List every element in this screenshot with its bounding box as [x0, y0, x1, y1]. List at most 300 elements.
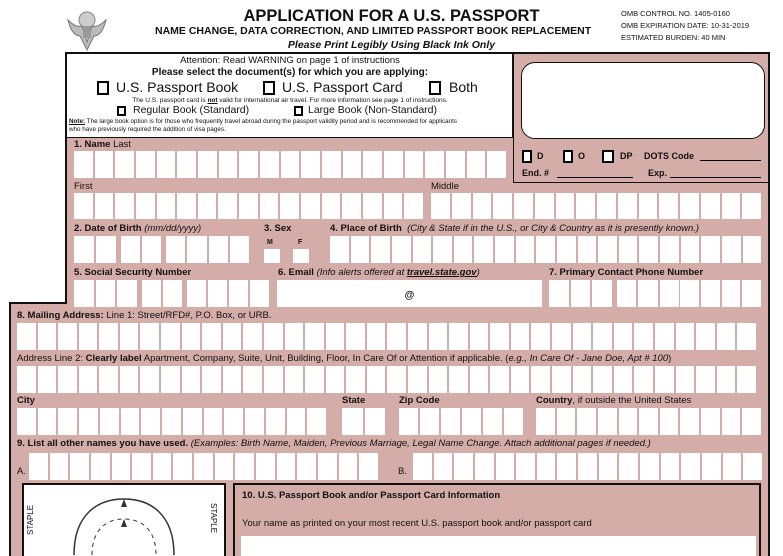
- char-cell[interactable]: [722, 236, 741, 263]
- char-cell[interactable]: [183, 408, 202, 435]
- char-cell[interactable]: [483, 408, 502, 435]
- char-cell[interactable]: [182, 323, 201, 350]
- char-cell[interactable]: [441, 408, 460, 435]
- first-name-field[interactable]: [74, 193, 423, 219]
- char-cell[interactable]: [660, 236, 679, 263]
- phone-line-field[interactable]: [680, 280, 761, 307]
- char-cell[interactable]: [557, 236, 576, 263]
- last-name-field[interactable]: [74, 151, 506, 178]
- ssn-part3-field[interactable]: [187, 280, 269, 307]
- char-cell[interactable]: [161, 366, 180, 393]
- char-cell[interactable]: [280, 193, 299, 219]
- char-cell[interactable]: [490, 366, 509, 393]
- char-cell[interactable]: [516, 236, 535, 263]
- char-cell[interactable]: [742, 193, 761, 219]
- char-cell[interactable]: [58, 323, 77, 350]
- char-cell[interactable]: [431, 193, 450, 219]
- char-cell[interactable]: [619, 408, 638, 435]
- char-cell[interactable]: [717, 323, 736, 350]
- char-cell[interactable]: [173, 453, 192, 480]
- char-cell[interactable]: [557, 453, 576, 480]
- char-cell[interactable]: [230, 236, 249, 263]
- char-cell[interactable]: [363, 193, 382, 219]
- char-cell[interactable]: [17, 366, 36, 393]
- char-cell[interactable]: [163, 280, 182, 307]
- char-cell[interactable]: [301, 193, 320, 219]
- city-label: City: [17, 395, 35, 406]
- char-cell[interactable]: [470, 366, 489, 393]
- char-cell[interactable]: [701, 236, 720, 263]
- char-cell[interactable]: [619, 236, 638, 263]
- char-cell[interactable]: [454, 236, 473, 263]
- passport-card-checkbox[interactable]: [263, 81, 275, 95]
- dob-year-field[interactable]: [166, 236, 249, 263]
- char-cell[interactable]: [676, 366, 695, 393]
- char-cell[interactable]: [202, 323, 221, 350]
- char-cell[interactable]: [454, 453, 473, 480]
- d-label: D: [537, 151, 544, 161]
- char-cell[interactable]: [511, 323, 530, 350]
- char-cell[interactable]: [659, 193, 678, 219]
- char-cell[interactable]: [702, 453, 721, 480]
- char-cell[interactable]: [614, 366, 633, 393]
- char-cell[interactable]: [634, 323, 653, 350]
- char-cell[interactable]: [115, 193, 134, 219]
- head-outline-icon: [69, 491, 179, 555]
- char-cell[interactable]: [326, 366, 345, 393]
- zip-field[interactable]: [399, 408, 523, 435]
- email-label: 6. Email (Info alerts offered at travel.state.gov): [278, 267, 480, 278]
- char-cell[interactable]: [266, 408, 285, 435]
- char-cell[interactable]: [74, 193, 93, 219]
- char-cell[interactable]: [392, 236, 411, 263]
- char-cell[interactable]: [342, 193, 361, 219]
- char-cell[interactable]: [277, 453, 296, 480]
- char-cell[interactable]: [161, 323, 180, 350]
- ssn-part1-field[interactable]: [74, 280, 137, 307]
- char-cell[interactable]: [38, 408, 57, 435]
- char-cell[interactable]: [617, 280, 636, 307]
- char-cell[interactable]: [339, 453, 358, 480]
- char-cell[interactable]: [359, 453, 378, 480]
- char-cell[interactable]: [536, 408, 555, 435]
- both-checkbox[interactable]: [429, 81, 441, 95]
- char-cell[interactable]: [346, 323, 365, 350]
- exp-field[interactable]: [670, 167, 761, 178]
- char-cell[interactable]: [96, 236, 116, 263]
- char-cell[interactable]: [162, 408, 181, 435]
- dob-month-field[interactable]: [74, 236, 116, 263]
- char-cell[interactable]: [552, 366, 571, 393]
- char-cell[interactable]: [218, 193, 237, 219]
- char-cell[interactable]: [474, 236, 493, 263]
- char-cell[interactable]: [638, 280, 657, 307]
- char-cell[interactable]: [202, 366, 221, 393]
- char-cell[interactable]: [29, 453, 48, 480]
- char-cell[interactable]: [425, 151, 444, 178]
- travel-state-gov-link[interactable]: travel.state.gov: [406, 267, 477, 278]
- char-cell[interactable]: [243, 366, 262, 393]
- char-cell[interactable]: [571, 280, 591, 307]
- char-cell[interactable]: [420, 408, 439, 435]
- char-cell[interactable]: [208, 280, 227, 307]
- sex-f-label: F: [298, 239, 303, 246]
- char-cell[interactable]: [681, 453, 700, 480]
- char-cell[interactable]: [79, 408, 98, 435]
- char-cell[interactable]: [387, 366, 406, 393]
- char-cell[interactable]: [260, 193, 279, 219]
- char-cell[interactable]: [701, 280, 720, 307]
- char-cell[interactable]: [577, 408, 596, 435]
- char-cell[interactable]: [592, 280, 612, 307]
- char-cell[interactable]: [330, 236, 349, 263]
- char-cell[interactable]: [701, 408, 720, 435]
- dp-label: DP: [620, 151, 633, 161]
- char-cell[interactable]: [676, 323, 695, 350]
- char-cell[interactable]: [285, 366, 304, 393]
- char-cell[interactable]: [219, 151, 238, 178]
- other-name-b-field[interactable]: [413, 453, 762, 480]
- char-cell[interactable]: [363, 151, 382, 178]
- char-cell[interactable]: [365, 408, 386, 435]
- zip-label: Zip Code: [399, 395, 440, 406]
- char-cell[interactable]: [194, 453, 213, 480]
- char-cell[interactable]: [157, 151, 176, 178]
- char-cell[interactable]: [235, 453, 254, 480]
- char-cell[interactable]: [301, 151, 320, 178]
- char-cell[interactable]: [157, 193, 176, 219]
- char-cell[interactable]: [38, 366, 57, 393]
- char-cell[interactable]: [514, 193, 533, 219]
- passport-card-label: U.S. Passport Card: [282, 79, 403, 95]
- char-cell[interactable]: [91, 453, 110, 480]
- char-cell[interactable]: [223, 323, 242, 350]
- estimated-burden: ESTIMATED BURDEN: 40 MIN: [621, 33, 726, 42]
- char-cell[interactable]: [367, 366, 386, 393]
- first-label: First: [74, 181, 93, 192]
- char-cell[interactable]: [490, 323, 509, 350]
- char-cell[interactable]: [446, 151, 465, 178]
- other-name-a-label: A.: [17, 466, 26, 477]
- other-name-b-label: B.: [398, 466, 407, 477]
- char-cell[interactable]: [399, 408, 418, 435]
- char-cell[interactable]: [405, 151, 424, 178]
- char-cell[interactable]: [367, 323, 386, 350]
- char-cell[interactable]: [100, 408, 119, 435]
- char-cell[interactable]: [224, 408, 243, 435]
- char-cell[interactable]: [204, 408, 223, 435]
- char-cell[interactable]: [487, 151, 506, 178]
- char-cell[interactable]: [142, 236, 161, 263]
- char-cell[interactable]: [593, 323, 612, 350]
- char-cell[interactable]: [531, 323, 550, 350]
- char-cell[interactable]: [680, 280, 699, 307]
- regular-book-checkbox[interactable]: [117, 106, 126, 116]
- char-cell[interactable]: [680, 193, 699, 219]
- char-cell[interactable]: [696, 323, 715, 350]
- char-cell[interactable]: [573, 323, 592, 350]
- char-cell[interactable]: [722, 408, 741, 435]
- card-note: The U.S. passport card is not valid for international air travel. For more information see page 1 of instructions.: [132, 97, 448, 104]
- char-cell[interactable]: [597, 193, 616, 219]
- country-field[interactable]: [536, 408, 761, 435]
- char-cell[interactable]: [618, 193, 637, 219]
- char-cell[interactable]: [578, 236, 597, 263]
- char-cell[interactable]: [264, 366, 283, 393]
- char-cell[interactable]: [449, 323, 468, 350]
- char-cell[interactable]: [449, 366, 468, 393]
- char-cell[interactable]: [681, 236, 700, 263]
- email-field[interactable]: [277, 280, 542, 307]
- char-cell[interactable]: [661, 453, 680, 480]
- char-cell[interactable]: [593, 366, 612, 393]
- d-checkbox[interactable]: [522, 150, 532, 163]
- o-checkbox[interactable]: [563, 150, 573, 163]
- large-book-note: Note: The large book option is for those who frequently travel abroad during the passport validity period and is recommended for applicants who have previously required the addition of visa pages.: [69, 118, 458, 133]
- char-cell[interactable]: [177, 193, 196, 219]
- char-cell[interactable]: [79, 366, 98, 393]
- ssn-part2-field[interactable]: [142, 280, 182, 307]
- char-cell[interactable]: [117, 280, 137, 307]
- char-cell[interactable]: [305, 366, 324, 393]
- char-cell[interactable]: [223, 366, 242, 393]
- char-cell[interactable]: [120, 366, 139, 393]
- char-cell[interactable]: [99, 366, 118, 393]
- most-recent-name-field[interactable]: [241, 536, 756, 556]
- char-cell[interactable]: [229, 280, 248, 307]
- char-cell[interactable]: [342, 408, 363, 435]
- char-cell[interactable]: [74, 280, 94, 307]
- char-cell[interactable]: [549, 280, 569, 307]
- char-cell[interactable]: [722, 280, 741, 307]
- char-cell[interactable]: [70, 453, 89, 480]
- char-cell[interactable]: [511, 366, 530, 393]
- char-cell[interactable]: [346, 366, 365, 393]
- char-cell[interactable]: [281, 151, 300, 178]
- char-cell[interactable]: [639, 408, 658, 435]
- omb-expiration: OMB EXPIRATION DATE: 10-31-2019: [621, 21, 750, 30]
- dob-label: 2. Date of Birth (mm/dd/yyyy): [74, 223, 202, 234]
- char-cell[interactable]: [260, 151, 279, 178]
- char-cell[interactable]: [115, 151, 134, 178]
- char-cell[interactable]: [404, 193, 423, 219]
- char-cell[interactable]: [264, 323, 283, 350]
- char-cell[interactable]: [141, 408, 160, 435]
- char-cell[interactable]: [136, 151, 155, 178]
- char-cell[interactable]: [326, 323, 345, 350]
- char-cell[interactable]: [121, 236, 140, 263]
- char-cell[interactable]: [384, 193, 403, 219]
- char-cell[interactable]: [743, 453, 762, 480]
- char-cell[interactable]: [743, 236, 762, 263]
- char-cell[interactable]: [557, 408, 576, 435]
- char-cell[interactable]: [413, 453, 432, 480]
- char-cell[interactable]: [742, 280, 761, 307]
- char-cell[interactable]: [742, 408, 761, 435]
- char-cell[interactable]: [96, 280, 116, 307]
- char-cell[interactable]: [408, 323, 427, 350]
- char-cell[interactable]: [429, 366, 448, 393]
- char-cell[interactable]: [737, 323, 756, 350]
- address-line2-field[interactable]: [17, 366, 756, 393]
- char-cell[interactable]: [287, 408, 306, 435]
- dp-checkbox[interactable]: [602, 150, 614, 163]
- char-cell[interactable]: [17, 408, 36, 435]
- char-cell[interactable]: [58, 366, 77, 393]
- char-cell[interactable]: [198, 193, 217, 219]
- at-sign: @: [404, 290, 415, 301]
- char-cell[interactable]: [531, 366, 550, 393]
- char-cell[interactable]: [496, 453, 515, 480]
- char-cell[interactable]: [493, 193, 512, 219]
- char-cell[interactable]: [680, 408, 699, 435]
- char-cell[interactable]: [462, 408, 481, 435]
- char-cell[interactable]: [467, 151, 486, 178]
- char-cell[interactable]: [132, 453, 151, 480]
- char-cell[interactable]: [343, 151, 362, 178]
- char-cell[interactable]: [245, 408, 264, 435]
- address-line1-field[interactable]: [17, 323, 756, 350]
- char-cell[interactable]: [112, 453, 131, 480]
- char-cell[interactable]: [660, 280, 679, 307]
- city-field[interactable]: [17, 408, 326, 435]
- char-cell[interactable]: [187, 280, 206, 307]
- char-cell[interactable]: [535, 193, 554, 219]
- char-cell[interactable]: [537, 453, 556, 480]
- char-cell[interactable]: [598, 408, 617, 435]
- char-cell[interactable]: [408, 366, 427, 393]
- char-cell[interactable]: [452, 193, 471, 219]
- most-recent-name-label: Your name as printed on your most recent U.S. passport book and/or passport card: [242, 518, 592, 529]
- char-cell[interactable]: [701, 193, 720, 219]
- dots-code-label: DOTS Code: [644, 151, 695, 161]
- char-cell[interactable]: [655, 323, 674, 350]
- char-cell[interactable]: [250, 280, 269, 307]
- char-cell[interactable]: [495, 236, 514, 263]
- phone-area-field[interactable]: [549, 280, 612, 307]
- char-cell[interactable]: [475, 453, 494, 480]
- char-cell[interactable]: [215, 453, 234, 480]
- char-cell[interactable]: [140, 323, 159, 350]
- char-cell[interactable]: [371, 236, 390, 263]
- char-cell[interactable]: [209, 236, 228, 263]
- char-cell[interactable]: [256, 453, 275, 480]
- end-field[interactable]: [557, 167, 633, 178]
- char-cell[interactable]: [614, 323, 633, 350]
- char-cell[interactable]: [434, 453, 453, 480]
- char-cell[interactable]: [38, 323, 57, 350]
- char-cell[interactable]: [717, 366, 736, 393]
- char-cell[interactable]: [640, 453, 659, 480]
- char-cell[interactable]: [121, 408, 140, 435]
- char-cell[interactable]: [556, 193, 575, 219]
- char-cell[interactable]: [74, 236, 94, 263]
- char-cell[interactable]: [536, 236, 555, 263]
- char-cell[interactable]: [142, 280, 161, 307]
- char-cell[interactable]: [297, 453, 316, 480]
- char-cell[interactable]: [322, 193, 341, 219]
- char-cell[interactable]: [307, 408, 326, 435]
- char-cell[interactable]: [655, 366, 674, 393]
- char-cell[interactable]: [552, 323, 571, 350]
- other-name-a-field[interactable]: [29, 453, 378, 480]
- char-cell[interactable]: [722, 193, 741, 219]
- char-cell[interactable]: [318, 453, 337, 480]
- char-cell[interactable]: [737, 366, 756, 393]
- char-cell[interactable]: [504, 408, 523, 435]
- passport-book-checkbox[interactable]: [97, 81, 109, 95]
- char-cell[interactable]: [95, 151, 114, 178]
- char-cell[interactable]: [387, 323, 406, 350]
- char-cell[interactable]: [95, 193, 114, 219]
- char-cell[interactable]: [322, 151, 341, 178]
- char-cell[interactable]: [573, 366, 592, 393]
- large-book-checkbox[interactable]: [294, 106, 303, 116]
- char-cell[interactable]: [599, 453, 618, 480]
- char-cell[interactable]: [578, 453, 597, 480]
- state-field[interactable]: [342, 408, 385, 435]
- char-cell[interactable]: [429, 323, 448, 350]
- char-cell[interactable]: [153, 453, 172, 480]
- char-cell[interactable]: [598, 236, 617, 263]
- char-cell[interactable]: [198, 151, 217, 178]
- char-cell[interactable]: [619, 453, 638, 480]
- dots-code-field[interactable]: [700, 150, 761, 161]
- char-cell[interactable]: [723, 453, 742, 480]
- char-cell[interactable]: [351, 236, 370, 263]
- char-cell[interactable]: [660, 408, 679, 435]
- phone-prefix-field[interactable]: [617, 280, 679, 307]
- char-cell[interactable]: [166, 236, 185, 263]
- char-cell[interactable]: [470, 323, 489, 350]
- char-cell[interactable]: [58, 408, 77, 435]
- char-cell[interactable]: [634, 366, 653, 393]
- char-cell[interactable]: [99, 323, 118, 350]
- char-cell[interactable]: [639, 193, 658, 219]
- dob-day-field[interactable]: [121, 236, 161, 263]
- char-cell[interactable]: [120, 323, 139, 350]
- sex-m-box[interactable]: [264, 249, 280, 263]
- char-cell[interactable]: [285, 323, 304, 350]
- char-cell[interactable]: [182, 366, 201, 393]
- char-cell[interactable]: [187, 236, 206, 263]
- char-cell[interactable]: [639, 236, 658, 263]
- char-cell[interactable]: [516, 453, 535, 480]
- place-of-birth-field[interactable]: [330, 236, 761, 263]
- char-cell[interactable]: [433, 236, 452, 263]
- middle-name-field[interactable]: [431, 193, 761, 219]
- char-cell[interactable]: [136, 193, 155, 219]
- char-cell[interactable]: [384, 151, 403, 178]
- char-cell[interactable]: [239, 151, 258, 178]
- char-cell[interactable]: [177, 151, 196, 178]
- regular-book-label: Regular Book (Standard): [133, 104, 250, 116]
- char-cell[interactable]: [576, 193, 595, 219]
- char-cell[interactable]: [239, 193, 258, 219]
- name-label: 1. Name Last: [74, 139, 132, 150]
- char-cell[interactable]: [243, 323, 262, 350]
- char-cell[interactable]: [305, 323, 324, 350]
- char-cell[interactable]: [140, 366, 159, 393]
- char-cell[interactable]: [473, 193, 492, 219]
- char-cell[interactable]: [696, 366, 715, 393]
- char-cell[interactable]: [74, 151, 93, 178]
- char-cell[interactable]: [79, 323, 98, 350]
- char-cell[interactable]: [413, 236, 432, 263]
- char-cell[interactable]: [17, 323, 36, 350]
- char-cell[interactable]: [50, 453, 69, 480]
- sex-f-box[interactable]: [293, 249, 309, 263]
